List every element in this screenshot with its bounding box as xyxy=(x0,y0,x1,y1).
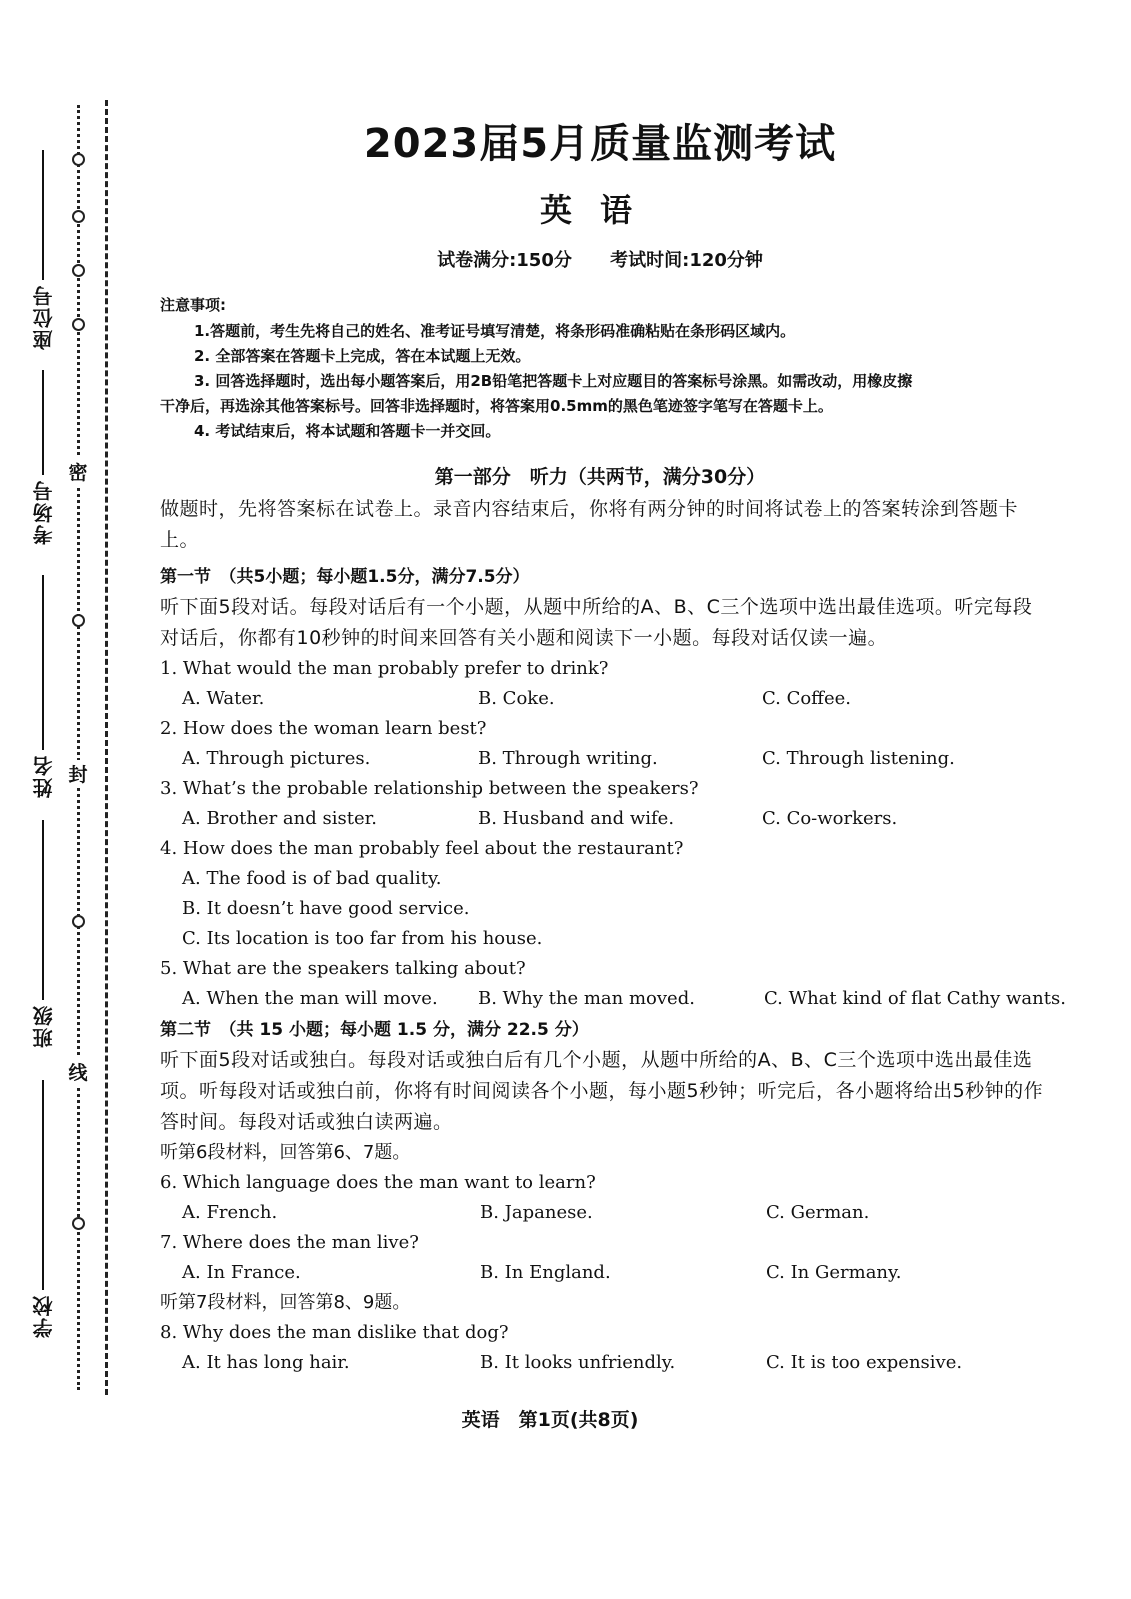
option-a[interactable]: A. Brother and sister. xyxy=(182,808,377,829)
section-one xyxy=(160,562,1066,1014)
option-c[interactable]: C. Coffee. xyxy=(762,688,851,709)
options-3 xyxy=(160,804,1050,834)
option-c[interactable]: C. Co-workers. xyxy=(762,808,898,829)
note-item-continued: 干净后，再选涂其他答案标号。回答非选择题时，将答案用0.5mm的黑色笔迹签字笔写在答题卡上。 xyxy=(160,397,833,415)
notes-heading: 注意事项: xyxy=(160,296,226,314)
option-b[interactable]: B. In England. xyxy=(480,1262,611,1283)
section-two-intro: 听下面5段对话或独白。每段对话或独白后有几个小题，从题中所给的A、B、C三个选项中选出最佳选项。听每段对话或独白前，你将有时间阅读各个小题，每小题5秒钟；听完后，各小题将给出5秒钟的作答时间。每段对话或独白读两遍。 xyxy=(160,1049,1044,1133)
subject-title: 英语 xyxy=(539,191,660,229)
circle-mark xyxy=(72,318,85,331)
exam-info xyxy=(160,246,1040,272)
question-8: 8. Why does the man dislike that dog? xyxy=(160,1322,509,1343)
option-c[interactable]: C. German. xyxy=(766,1202,870,1223)
option-c[interactable]: C. Its location is too far from his house. xyxy=(182,928,543,949)
circle-mark xyxy=(72,915,85,928)
options-1 xyxy=(160,684,1050,714)
exam-time: 考试时间:120分钟 xyxy=(610,250,763,271)
section-two xyxy=(160,1015,1050,1378)
question-4: 4. How does the man probably feel about the restaurant? xyxy=(160,838,684,859)
option-a[interactable]: A. Water. xyxy=(182,688,265,709)
option-b[interactable]: B. Husband and wife. xyxy=(478,808,675,829)
option-c[interactable]: C. Through listening. xyxy=(762,748,955,769)
school-label: 学校 xyxy=(31,1294,56,1338)
question-3: 3. What’s the probable relationship between the speakers? xyxy=(160,778,699,799)
note-item: 4. 考试结束后，将本试题和答题卡一并交回。 xyxy=(194,422,501,440)
fill-line xyxy=(42,150,44,280)
part-one-intro: 做题时，先将答案标在试卷上。录音内容结束后，你将有两分钟的时间将试卷上的答案转涂到答题卡上。 xyxy=(160,498,1019,551)
options-2 xyxy=(160,744,1050,774)
circle-mark xyxy=(72,1217,85,1230)
dotted-cut-line xyxy=(77,105,80,1390)
option-a[interactable]: A. The food is of bad quality. xyxy=(182,868,442,889)
question-1: 1. What would the man probably prefer to drink? xyxy=(160,658,609,679)
fill-line xyxy=(42,370,44,475)
binding-margin xyxy=(0,0,120,1599)
option-c[interactable]: C. What kind of flat Cathy wants. xyxy=(764,988,1066,1009)
notes-section xyxy=(160,294,1045,444)
option-b[interactable]: B. It looks unfriendly. xyxy=(480,1352,676,1373)
circle-mark xyxy=(72,153,85,166)
options-5 xyxy=(160,984,1066,1014)
full-score: 试卷满分:150分 xyxy=(437,250,572,271)
seat-number-label: 座位号 xyxy=(31,284,56,350)
fill-line xyxy=(42,1080,44,1290)
question-5: 5. What are the speakers talking about? xyxy=(160,958,526,979)
name-field[interactable] xyxy=(28,575,58,798)
name-label: 姓名 xyxy=(31,754,56,798)
options-6 xyxy=(160,1198,1050,1228)
circle-mark xyxy=(72,614,85,627)
option-c[interactable]: C. In Germany. xyxy=(766,1262,902,1283)
option-b[interactable]: B. Japanese. xyxy=(480,1202,593,1223)
note-item: 1.答题前，考生先将自己的姓名、准考证号填写清楚，将条形码准确粘贴在条形码区域内。 xyxy=(194,322,796,340)
listen-instruction-6: 听第6段材料，回答第6、7题。 xyxy=(160,1142,411,1163)
listen-instruction-7: 听第7段材料，回答第8、9题。 xyxy=(160,1292,411,1313)
room-number-label: 考场号 xyxy=(31,479,56,545)
question-7: 7. Where does the man live? xyxy=(160,1232,419,1253)
note-item: 2. 全部答案在答题卡上完成，答在本试题上无效。 xyxy=(194,347,531,365)
note-item: 3. 回答选择题时，选出每小题答案后，用2B铅笔把答题卡上对应题目的答案标号涂黑。如需改动，用橡皮擦 xyxy=(194,372,913,390)
section-one-intro: 听下面5段对话。每段对话后有一个小题，从题中所给的A、B、C三个选项中选出最佳选项。听完每段对话后，你都有10秒钟的时间来回答有关小题和阅读下一小题。每段对话仅读一遍。 xyxy=(160,596,1033,649)
seat-number-field[interactable] xyxy=(28,150,58,350)
circle-mark xyxy=(72,264,85,277)
seal-char-feng: 封 xyxy=(66,760,90,787)
question-6: 6. Which language does the man want to learn? xyxy=(160,1172,596,1193)
exam-title: 2023届5月质量监测考试 xyxy=(363,121,837,167)
option-c[interactable]: C. It is too expensive. xyxy=(766,1352,963,1373)
option-a[interactable]: A. French. xyxy=(182,1202,278,1223)
question-2: 2. How does the woman learn best? xyxy=(160,718,487,739)
room-number-field[interactable] xyxy=(28,370,58,545)
page-footer: 英语 第1页(共8页) xyxy=(461,1409,639,1431)
option-a[interactable]: A. It has long hair. xyxy=(182,1352,350,1373)
class-field[interactable] xyxy=(28,820,58,1048)
option-a[interactable]: A. Through pictures. xyxy=(182,748,371,769)
class-label: 班级 xyxy=(31,1004,56,1048)
dashed-cut-line xyxy=(105,100,108,1395)
option-b[interactable]: B. Coke. xyxy=(478,688,555,709)
section-two-title: 第二节 （共 15 小题；每小题 1.5 分，满分 22.5 分） xyxy=(160,1020,589,1040)
option-b[interactable]: B. Through writing. xyxy=(478,748,658,769)
part-one-title: 第一部分 听力（共两节，满分30分） xyxy=(434,466,766,488)
circle-mark xyxy=(72,210,85,223)
fill-line xyxy=(42,575,44,750)
option-a[interactable]: A. When the man will move. xyxy=(182,988,438,1009)
section-one-title: 第一节 （共5小题；每小题1.5分，满分7.5分） xyxy=(160,567,530,587)
option-b[interactable]: B. It doesn’t have good service. xyxy=(182,898,470,919)
options-8 xyxy=(160,1348,1050,1378)
fill-line xyxy=(42,820,44,1000)
school-field[interactable] xyxy=(28,1080,58,1338)
seal-char-xian: 线 xyxy=(66,1058,90,1085)
option-a[interactable]: A. In France. xyxy=(182,1262,301,1283)
option-b[interactable]: B. Why the man moved. xyxy=(478,988,695,1009)
options-7 xyxy=(160,1258,1050,1288)
seal-char-mi: 密 xyxy=(66,458,90,485)
